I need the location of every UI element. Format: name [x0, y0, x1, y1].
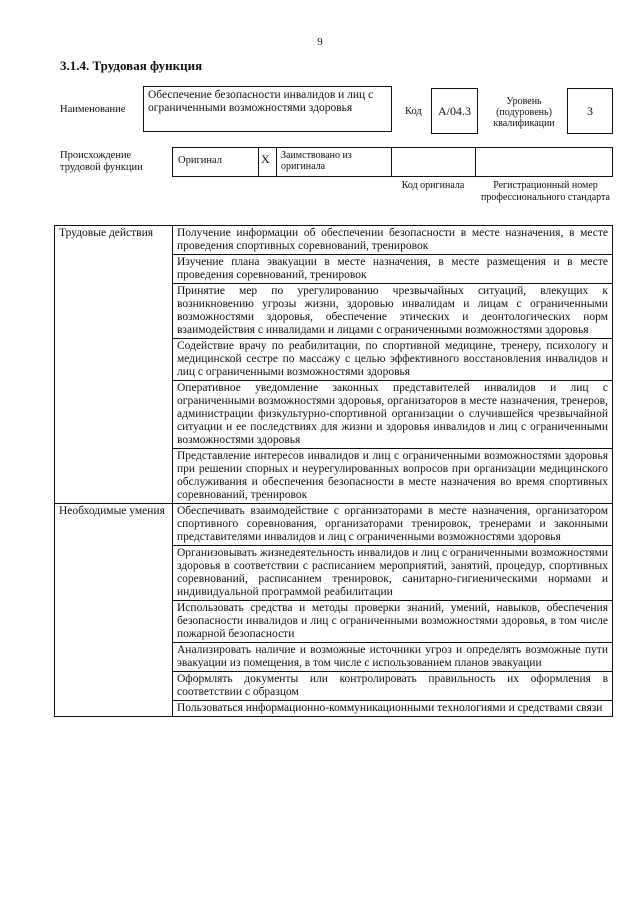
origin-table: [172, 147, 613, 177]
borrowed-label: Заимствовано из оригинала: [281, 150, 352, 172]
section-label-skills: Необходимые умения: [55, 504, 173, 717]
section-label-actions: Трудовые действия: [55, 226, 173, 504]
level-value: 3: [587, 103, 593, 118]
table-row: [55, 226, 613, 255]
list-item: Пользоваться информационно-коммуникационными технологиями и средствами связи: [173, 701, 613, 717]
function-name-value: Обеспечение безопасности инвалидов и лиц с ограниченными возможностями здоровья: [148, 89, 374, 114]
origin-divider: [258, 147, 259, 177]
list-item: Использовать средства и методы проверки знаний, умений, навыков, обеспечения безопасности инвалидов и лиц с ограниченными возможностями здоровья, в том числе пожарной безопасности: [173, 601, 613, 643]
original-mark: X: [261, 152, 270, 166]
origin-divider: [475, 147, 476, 177]
origin-label: Происхождение трудовой функции: [60, 150, 143, 173]
code-value-box: [431, 88, 478, 134]
list-item: Обеспечивать взаимодействие с организаторами в месте назначения, организатором спортивного соревнования, организаторами тренировок, тренерами и законными представителями инвалидов и лиц с ограниченными возможностями здоровья: [173, 504, 613, 546]
name-label: Наименование: [60, 104, 126, 115]
function-details-table: [54, 225, 613, 717]
list-item: Содействие врачу по реабилитации, по спортивной медицине, тренеру, психологу и медицинской сестре по массажу с целью эффективного восстановления инвалидов и лиц с ограниченными возможностями здоровья: [173, 339, 613, 381]
original-label: Оригинал: [178, 155, 222, 166]
code-original-caption: Код оригинала: [401, 180, 465, 191]
code-label: Код: [405, 106, 422, 117]
code-value: А/04.3: [438, 103, 471, 118]
list-item: Изучение плана эвакуации в месте назначения, в месте размещения и в месте проведения соревнований, тренировок: [173, 255, 613, 284]
list-item: Оперативное уведомление законных представителей инвалидов и лиц с ограниченными возможностями здоровья, организаторов в месте назначения, тренеров, администрации физкультурно-спортивной организации о случившейся чрезвычайной ситуации и ее последствиях для жизни и здоровья инвалидов и лиц с ограниченными возможностями здоровья: [173, 381, 613, 449]
list-item: Получение информации об обеспечении безопасности в месте назначения, в месте проведения спортивных соревнований, тренировок: [173, 226, 613, 255]
section-title: 3.1.4. Трудовая функция: [60, 58, 203, 73]
origin-divider: [391, 147, 392, 177]
list-item: Организовывать жизнедеятельность инвалидов и лиц с ограниченными возможностями здоровья в соответствии с расписанием мероприятий, занятий, процедур, спортивных соревнований, расписанием тренировок, санитарно-гигиеническими нормами и индивидуальной программой реабилитации: [173, 546, 613, 601]
list-item: Анализировать наличие и возможные источники угроз и определять возможные пути эвакуации из помещения, в том числе с использованием планов эвакуации: [173, 643, 613, 672]
level-label: Уровень (подуровень) квалификации: [493, 95, 555, 129]
function-name-box: [143, 86, 392, 132]
list-item: Принятие мер по урегулированию чрезвычайных ситуаций, влекущих к возникновению угрозы жизни, здоровью инвалидам и лицам с ограниченными возможностями здоровья, обеспечение этических и деонтологических норм взаимодействия с инвалидами и лицами с ограниченными возможностями здоровья: [173, 284, 613, 339]
page-number: 9: [317, 36, 323, 48]
reg-number-caption: Регистрационный номер профессионального стандарта: [481, 180, 610, 203]
origin-divider: [276, 147, 277, 177]
table-row: [55, 504, 613, 546]
level-value-box: [567, 88, 613, 134]
list-item: Оформлять документы или контролировать правильность их оформления в соответствии с образцом: [173, 672, 613, 701]
list-item: Представление интересов инвалидов и лиц с ограниченными возможностями здоровья при решении спорных и неурегулированных вопросов при организации медицинского обслуживания и обеспечения безопасности в месте назначения во время спортивных соревнований, тренировок: [173, 449, 613, 504]
